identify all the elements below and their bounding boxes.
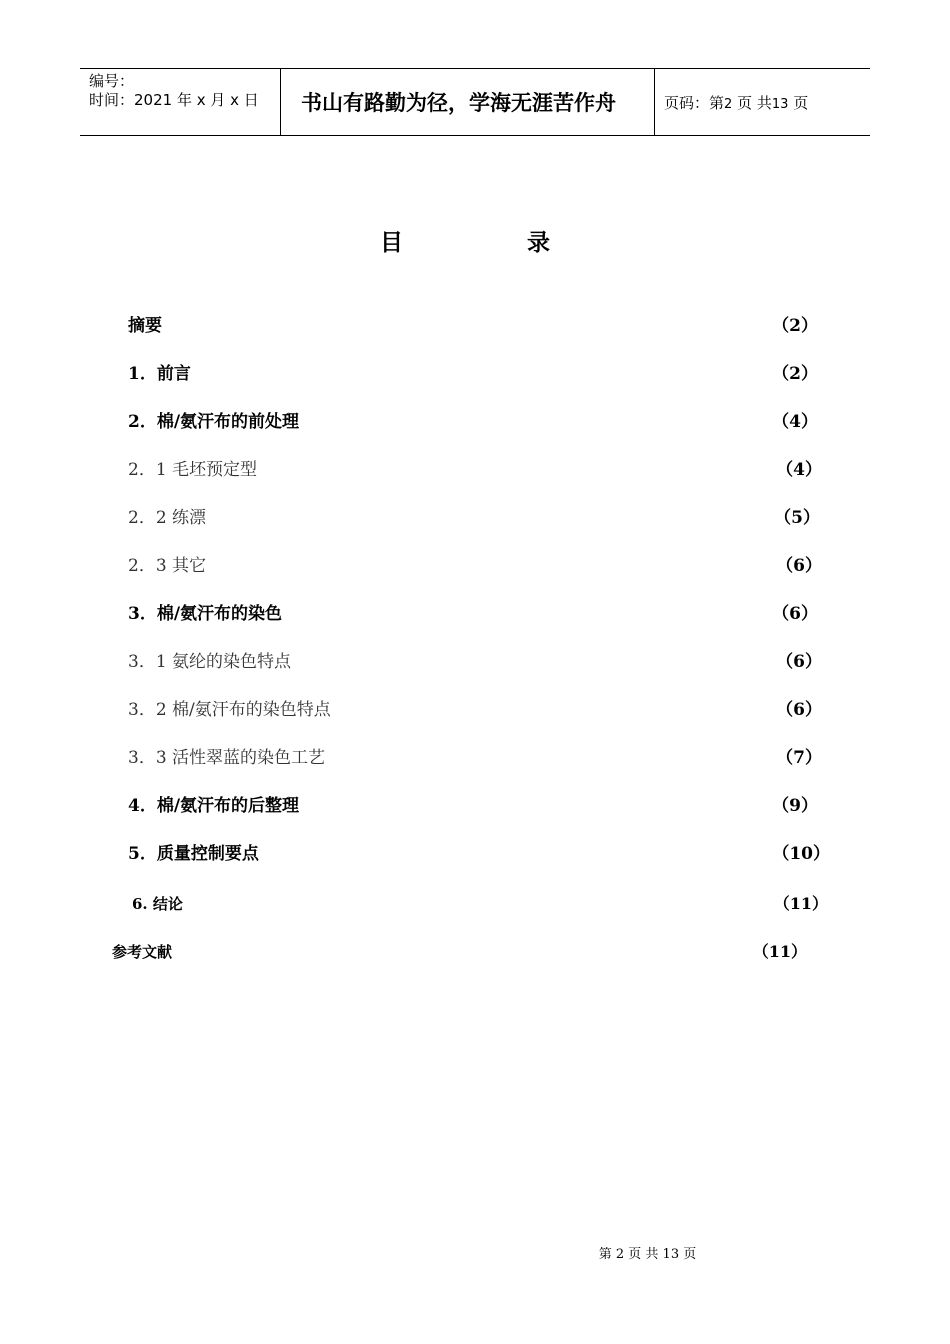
header-motto-cell bbox=[281, 69, 655, 135]
toc-entry-conclusion[interactable] bbox=[132, 892, 828, 916]
toc-entry-page: （4） bbox=[776, 460, 822, 480]
toc-entry-page: （7） bbox=[776, 748, 822, 768]
toc-entry-spandex-dyeing[interactable] bbox=[128, 650, 822, 674]
toc-entry-bleaching[interactable] bbox=[128, 506, 820, 530]
toc-entry-preface[interactable] bbox=[128, 362, 818, 386]
page-mid: 页 共 bbox=[737, 94, 772, 112]
toc-entry-reactive-blue[interactable] bbox=[128, 746, 822, 770]
toc-entry-quality[interactable] bbox=[128, 842, 830, 866]
toc-entry-fabric-dyeing[interactable] bbox=[128, 698, 822, 722]
toc-entry-label: 5．质量控制要点 bbox=[128, 844, 259, 864]
toc-entry-page: （9） bbox=[772, 796, 818, 816]
toc-entry-label: 参考文献 bbox=[112, 943, 173, 961]
toc-entry-label: 2．棉/氨汗布的前处理 bbox=[128, 412, 300, 432]
page-header bbox=[80, 68, 870, 136]
toc-title-char-2: 录 bbox=[527, 229, 550, 256]
toc-entry-label: 3．1 氨纶的染色特点 bbox=[128, 652, 292, 672]
toc-entry-label: 3．3 活性翠蓝的染色工艺 bbox=[128, 748, 326, 768]
toc-entry-label: 2．1 毛坯预定型 bbox=[128, 460, 258, 480]
toc-entry-references[interactable] bbox=[112, 940, 807, 964]
toc-entry-label: 2．3 其它 bbox=[128, 556, 207, 576]
toc-entry-page: （2） bbox=[772, 364, 818, 384]
toc-entry-page: （4） bbox=[772, 412, 818, 432]
toc-entry-page: （2） bbox=[772, 316, 818, 336]
toc-entry-abstract[interactable] bbox=[128, 314, 818, 338]
toc-entry-finishing[interactable] bbox=[128, 794, 818, 818]
toc-entry-label: 1．前言 bbox=[128, 364, 191, 384]
page-current: 2 bbox=[724, 97, 733, 112]
page-footer: 第 2 页 共 13 页 bbox=[598, 1247, 697, 1262]
serial-label: 编号： bbox=[89, 72, 135, 90]
toc-entry-dyeing[interactable] bbox=[128, 602, 818, 626]
header-info-cell bbox=[80, 69, 281, 135]
toc-entry-label: 3．棉/氨汗布的染色 bbox=[128, 604, 283, 624]
toc-entry-page: （6） bbox=[772, 604, 818, 624]
time-label: 时间：2021 年 x 月 x 日 bbox=[89, 91, 259, 109]
page-label: 页码：第 bbox=[664, 94, 725, 112]
toc-entry-label: 3．2 棉/氨汗布的染色特点 bbox=[128, 700, 331, 720]
toc-entry-presetting[interactable] bbox=[128, 458, 822, 482]
toc-entry-page: （11） bbox=[752, 942, 807, 961]
toc-entry-label: 4．棉/氨汗布的后整理 bbox=[128, 796, 300, 816]
toc-entry-label: 6. 结论 bbox=[132, 895, 183, 913]
toc-entry-page: （11） bbox=[773, 894, 828, 913]
toc-title bbox=[380, 228, 550, 258]
toc-entry-page: （6） bbox=[776, 652, 822, 672]
toc-title-char-1: 目 bbox=[380, 229, 403, 256]
toc-entry-label: 2．2 练漂 bbox=[128, 508, 207, 528]
page-end: 页 bbox=[793, 94, 809, 112]
page-total: 13 bbox=[771, 97, 789, 112]
toc-entry-page: （6） bbox=[776, 556, 822, 576]
toc-entry-pretreatment[interactable] bbox=[128, 410, 818, 434]
toc-entry-other[interactable] bbox=[128, 554, 822, 578]
toc-entry-page: （6） bbox=[776, 700, 822, 720]
header-page-cell bbox=[655, 69, 870, 135]
toc-entry-label: 摘要 bbox=[128, 316, 162, 336]
toc-entry-page: （10） bbox=[772, 844, 830, 864]
toc-entry-page: （5） bbox=[774, 508, 820, 528]
motto-text: 书山有路勤为径，学海无涯苦作舟 bbox=[301, 91, 616, 115]
header-page-number bbox=[664, 94, 808, 114]
